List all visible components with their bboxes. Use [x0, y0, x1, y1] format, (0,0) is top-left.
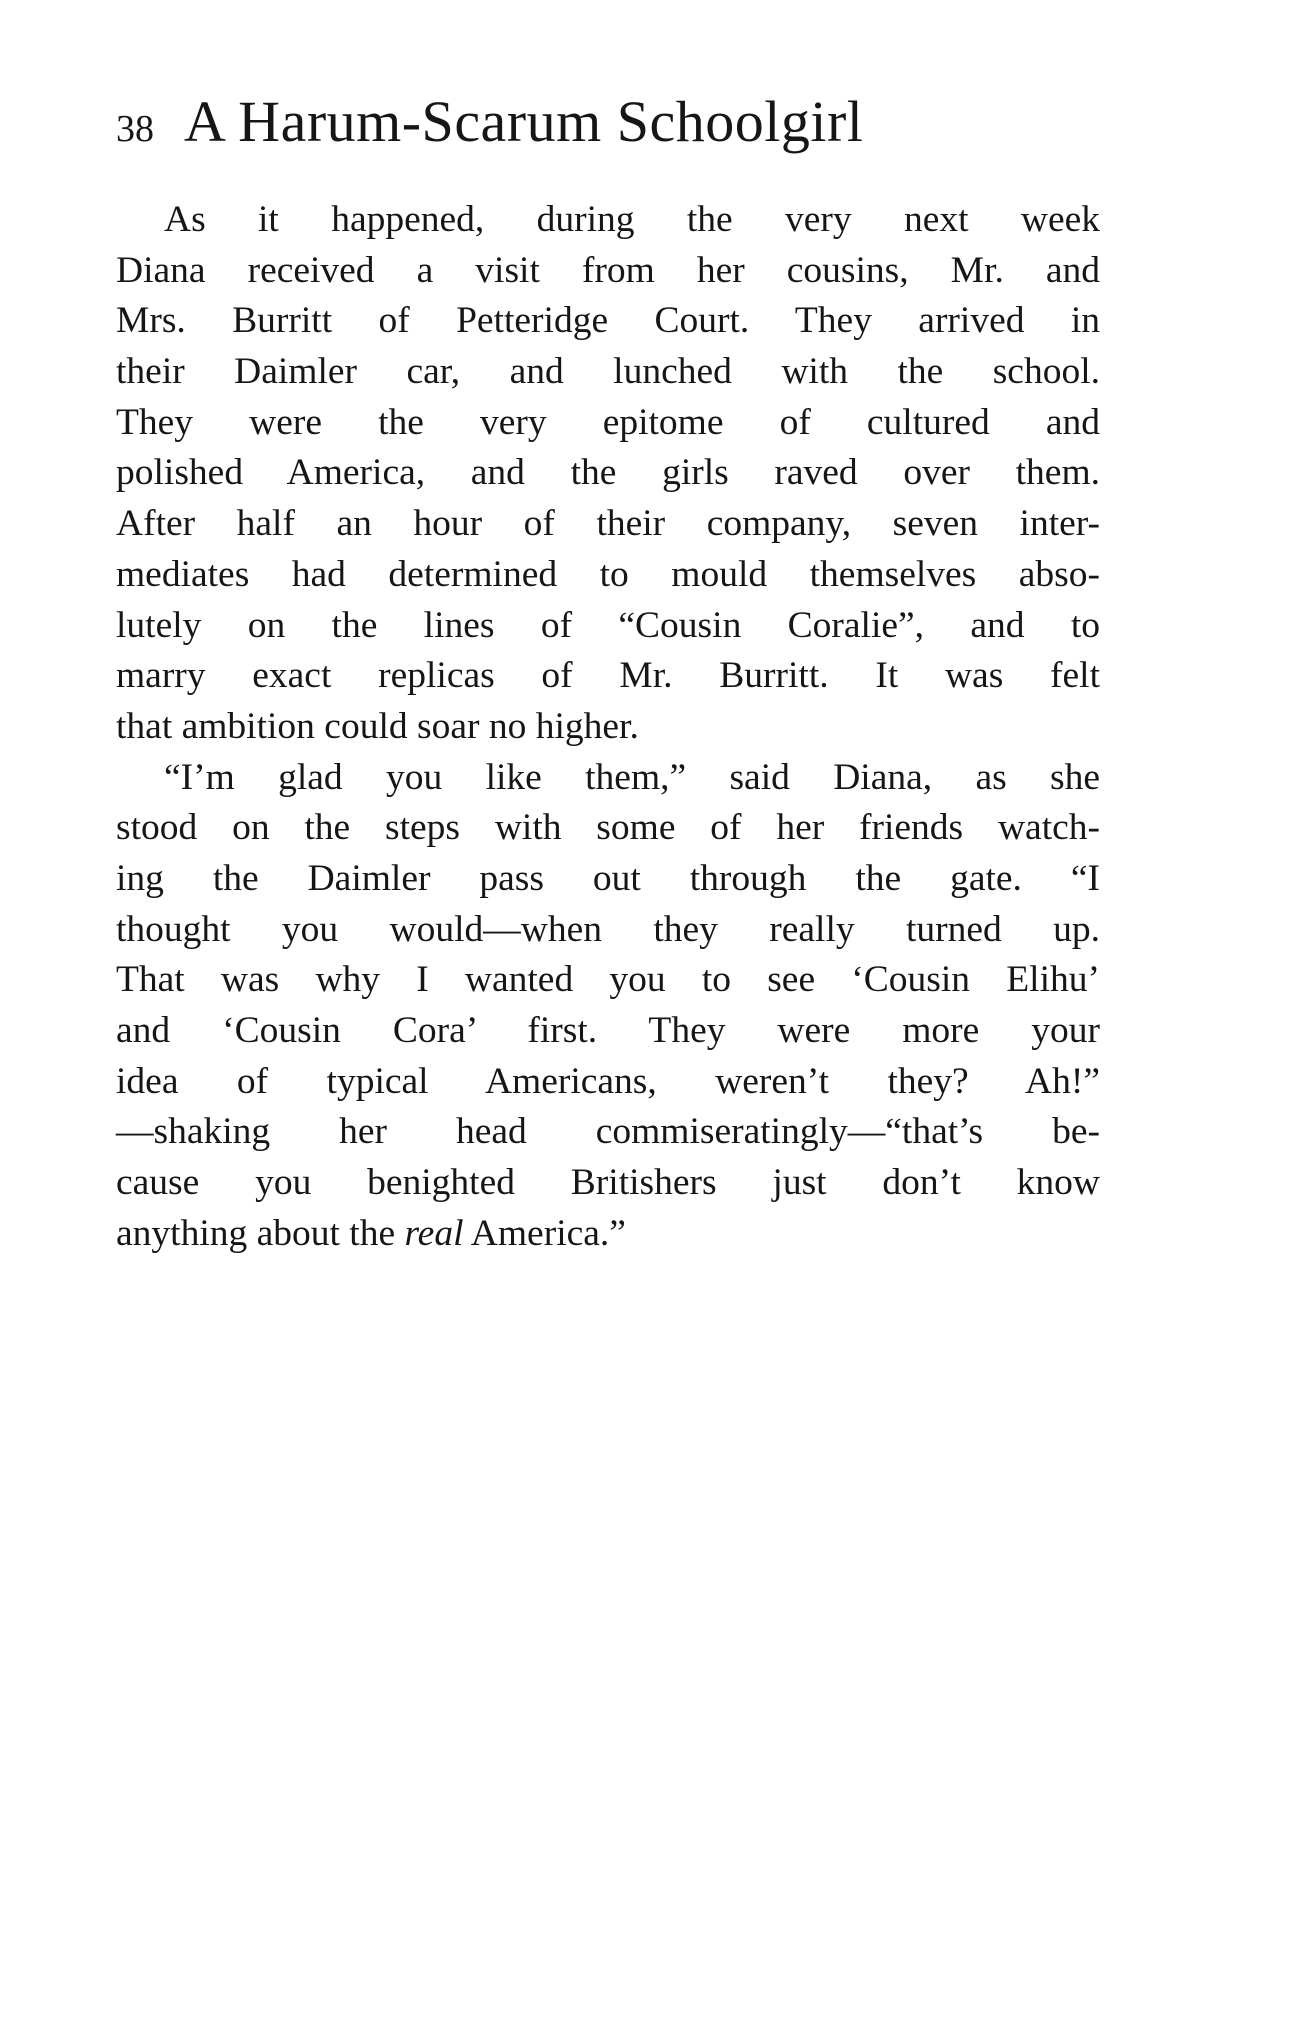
page-number: 38 — [116, 108, 154, 150]
text-line: After half an hour of their company, seven inter- — [116, 503, 1100, 545]
final-line-end: America.” — [463, 1212, 626, 1254]
text-line: That was why I wanted you to see ‘Cousin Elihu’ — [116, 959, 1100, 1001]
text-line: ing the Daimler pass out through the gate. “I — [116, 857, 1100, 899]
text-line: thought you would—when they really turned up. — [116, 908, 1100, 950]
text-line: Mrs. Burritt of Petteridge Court. They arrived in — [116, 300, 1100, 342]
text-line: “I’m glad you like them,” said Diana, as she — [164, 756, 1100, 798]
text-line: idea of typical Americans, weren’t they? Ah!” — [116, 1060, 1100, 1102]
text-line: mediates had determined to mould themselves abso- — [116, 553, 1100, 595]
text-line: stood on the steps with some of her friends watch- — [116, 807, 1100, 849]
text-line: —shaking her head commiseratingly—“that’s be- — [116, 1111, 1100, 1153]
text-line: They were the very epitome of cultured and — [116, 401, 1100, 443]
paragraph-2 — [116, 753, 1100, 1260]
paragraph-1 — [116, 195, 1100, 753]
text-line: that ambition could soar no higher. — [116, 705, 639, 747]
final-text-line — [116, 1209, 1100, 1260]
text-line: As it happened, during the very next week — [164, 199, 1100, 240]
text-line: Diana received a visit from her cousins, Mr. and — [116, 249, 1100, 291]
running-title: A Harum-Scarum Schoolgirl — [184, 89, 864, 154]
text-line: lutely on the lines of “Cousin Coralie”, and to — [116, 604, 1100, 646]
text-line: polished America, and the girls raved over them. — [116, 452, 1100, 494]
final-line-start: anything about the — [116, 1212, 405, 1254]
body-text — [116, 195, 1100, 1259]
emphasized-word: real — [404, 1212, 464, 1254]
text-line: their Daimler car, and lunched with the school. — [116, 351, 1100, 393]
text-line: cause you benighted Britishers just don’t know — [116, 1162, 1100, 1204]
page-header — [116, 88, 1116, 168]
text-line: and ‘Cousin Cora’ first. They were more your — [116, 1010, 1100, 1051]
text-line: marry exact replicas of Mr. Burritt. It was felt — [116, 655, 1100, 697]
